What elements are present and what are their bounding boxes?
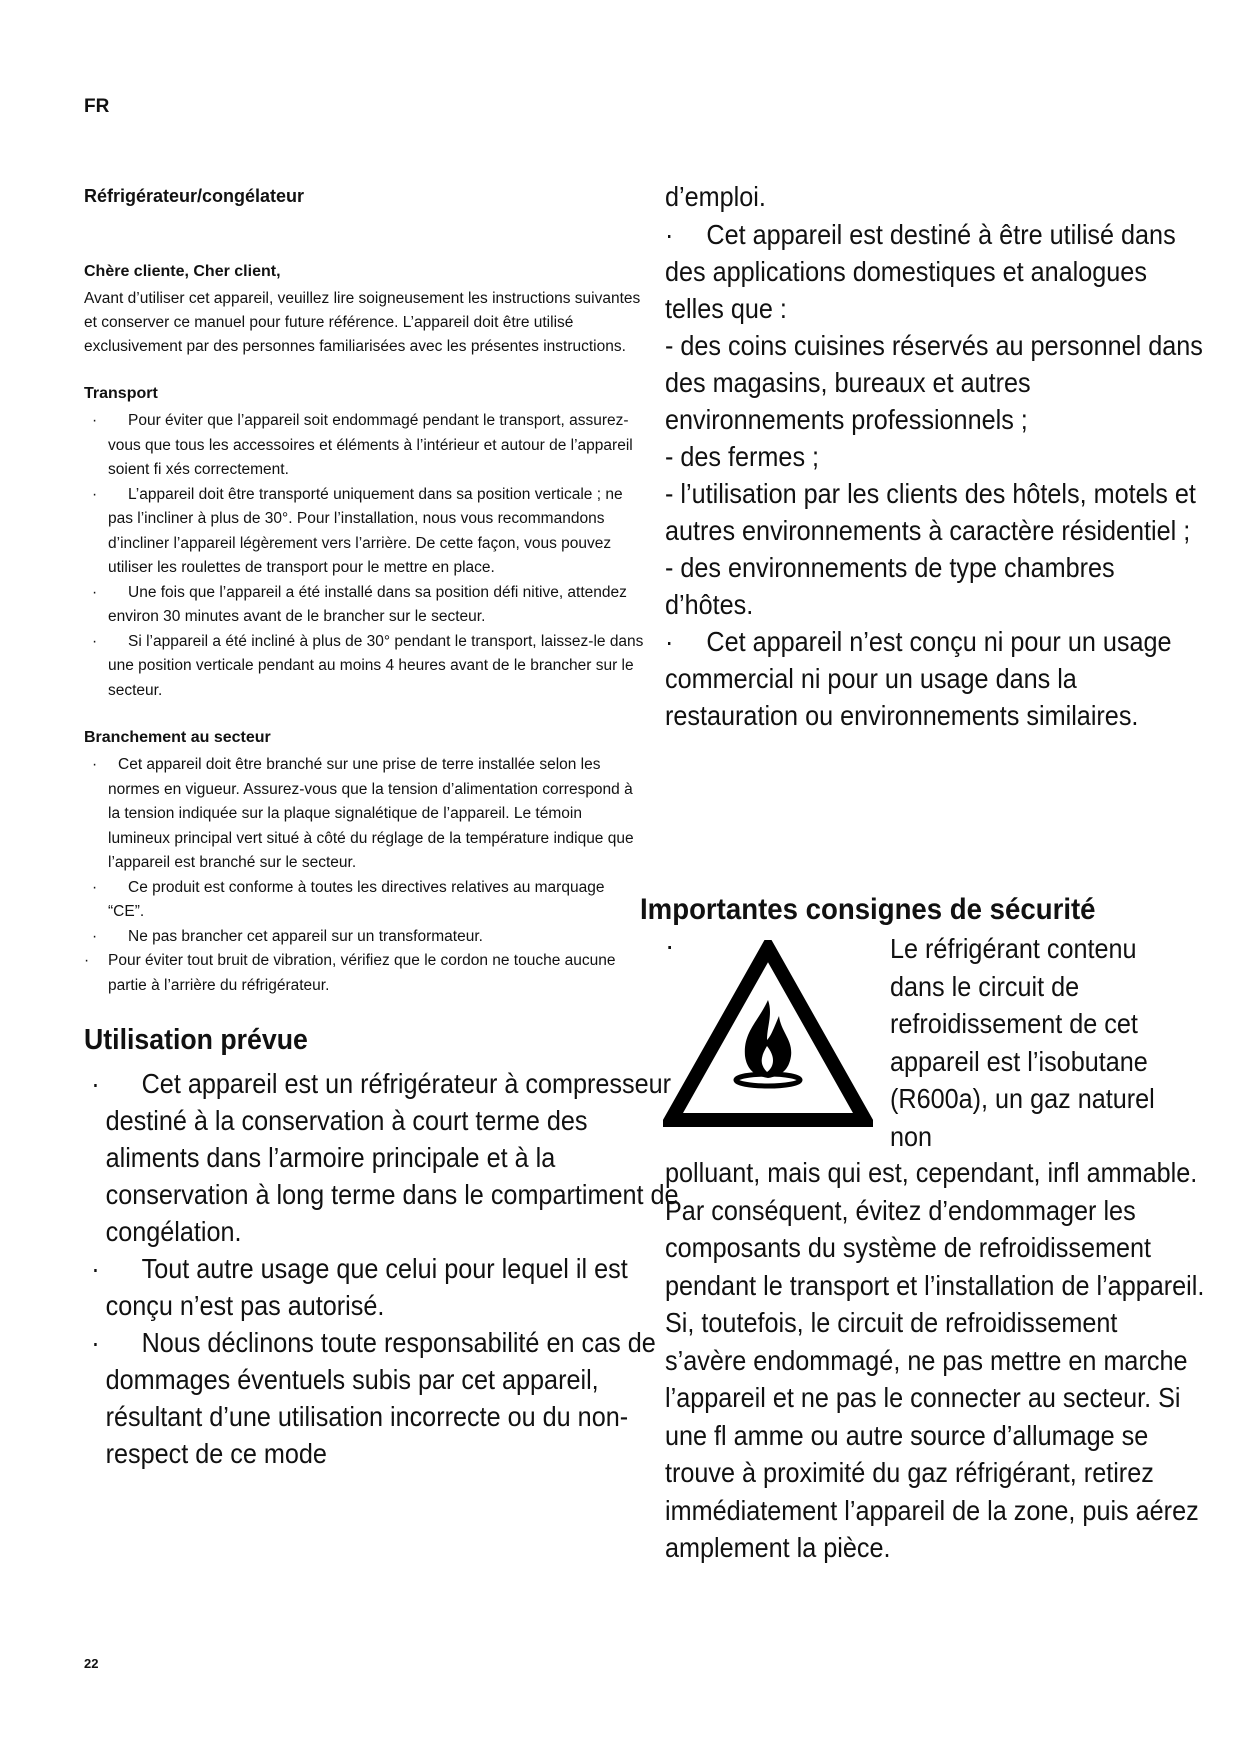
sub-item: - des fermes ; [665, 440, 820, 472]
safety-text-side: Le réfrigérant contenu dans le circuit de refroidissement de cet appareil est l’isobutane (R600a), un gaz naturel non [890, 933, 1155, 1152]
bullet: · [92, 412, 98, 429]
list-item: · Ne pas brancher cet appareil sur un transformateur. [84, 925, 644, 950]
flammable-warning-icon [663, 940, 873, 1128]
bullet: · [92, 485, 98, 503]
safety-heading: Importantes consignes de sécurité [640, 893, 1096, 926]
usage-heading: Utilisation prévue [84, 1024, 308, 1056]
greeting: Chère cliente, Cher client, [84, 263, 281, 280]
document-title: Réfrigérateur/congélateur [84, 186, 305, 206]
list-item: · Cet appareil n’est conçu ni pour un usage commercial ni pour un usage dans la restauration ou environnements similaires. [665, 623, 1205, 734]
list-item: · Cet appareil est un réfrigérateur à compresseur destiné à la conservation à court terme des aliments dans l’armoire principale et à la conservation à long terme dans le compartiment de congélation. [84, 1065, 682, 1250]
sub-item: - des coins cuisines réservés au personnel dans des magasins, bureaux et autres environnements professionnels ; [665, 329, 1203, 435]
sub-item: - des environnements de type chambres d’hôtes. [665, 551, 1115, 620]
page-number: 22 [84, 1656, 99, 1671]
list-item: · Pour éviter que l’appareil soit endommagé pendant le transport, assurez-vous que tous les accessoires et éléments à l’intérieur et autour de l’appareil soient fi xés correctement. [84, 409, 644, 483]
list-item: · L’appareil doit être transporté uniquement dans sa position verticale ; ne pas l’incliner à plus de 30°. Pour l’installation, nous vous recommandons d’incliner l’appareil légèrement vers l’arrière. De cette façon, vous pouvez utiliser les roulettes de transport pour le mettre en place. [84, 483, 644, 581]
transport-list [84, 409, 644, 703]
bullet: · [92, 632, 98, 650]
safety-text-continued: polluant, mais qui est, cependant, infl ammable. Par conséquent, évitez d’endommager les composants du système de refroidissement pendant le transport et l’installation de l’appareil. Si, toutefois, le circuit de refroidissement s’avère endommagé, ne pas mettre en marche l’appareil et ne pas le connecter au secteur. Si une fl amme ou autre source d’allumage se trouve à proximité du gaz réfrigérant, retirez immédiatement l’appareil de la zone, puis aérez amplement la pièce. [665, 1157, 1205, 1563]
bullet: · [665, 930, 675, 961]
usage-list [84, 1065, 679, 1472]
mains-heading: Branchement au secteur [84, 729, 271, 746]
right-column [665, 178, 1205, 734]
transport-heading: Transport [84, 385, 158, 402]
bullet: · [84, 952, 90, 969]
bullet: · [91, 1327, 100, 1358]
bullet: · [92, 756, 98, 773]
bullet: · [665, 625, 674, 657]
continuation-text: d’emploi. [665, 181, 766, 212]
list-item: · Cet appareil doit être branché sur une prise de terre installée selon les normes en vigueur. Assurez-vous que la tension d’alimentation correspond à la tension indiquée sur la plaque signalétique de l’appareil. Le témoin lumineux principal vert situé à côté du réglage de la température indique que l’appareil est branché sur le secteur. [84, 753, 644, 876]
bullet: · [92, 583, 98, 601]
intro-paragraph: Avant d’utiliser cet appareil, veuillez lire soigneusement les instructions suivantes et conserver ce manuel pour future référence. L’appareil doit être utilisé exclusivement par des personnes familiarisées avec les présentes instructions. [84, 290, 641, 355]
bullet: · [91, 1253, 100, 1284]
list-item: · Tout autre usage que celui pour lequel il est conçu n’est pas autorisé. [84, 1250, 682, 1324]
list-item: · Nous déclinons toute responsabilité en cas de dommages éventuels subis par cet appareil, résultant d’une utilisation incorrecte ou du non-respect de ce mode [84, 1324, 682, 1472]
left-column [84, 186, 679, 1472]
list-item: · Une fois que l’appareil a été installé dans sa position défi nitive, attendez environ 30 minutes avant de le brancher sur le secteur. [84, 581, 644, 630]
list-item: · Ce produit est conforme à toutes les directives relatives au marquage “CE”. [84, 876, 644, 925]
sub-item: - l’utilisation par les clients des hôtels, motels et autres environnements à caractère résidentiel ; [665, 477, 1196, 546]
bullet: · [665, 218, 674, 250]
list-item: · Si l’appareil a été incliné à plus de 30° pendant le transport, laissez-le dans une position verticale pendant au moins 4 heures avant de le brancher sur le secteur. [84, 630, 644, 704]
bullet: · [92, 927, 98, 945]
domestic-list [665, 216, 1205, 734]
bullet: · [92, 878, 98, 896]
language-code: FR [84, 96, 110, 117]
list-item: · Cet appareil est destiné à être utilisé dans des applications domestiques et analogues telles que : [665, 216, 1205, 327]
list-item: · Pour éviter tout bruit de vibration, vérifiez que le cordon ne touche aucune partie à l’arrière du réfrigérateur. [84, 949, 644, 998]
mains-list [84, 753, 644, 998]
bullet: · [91, 1068, 100, 1099]
